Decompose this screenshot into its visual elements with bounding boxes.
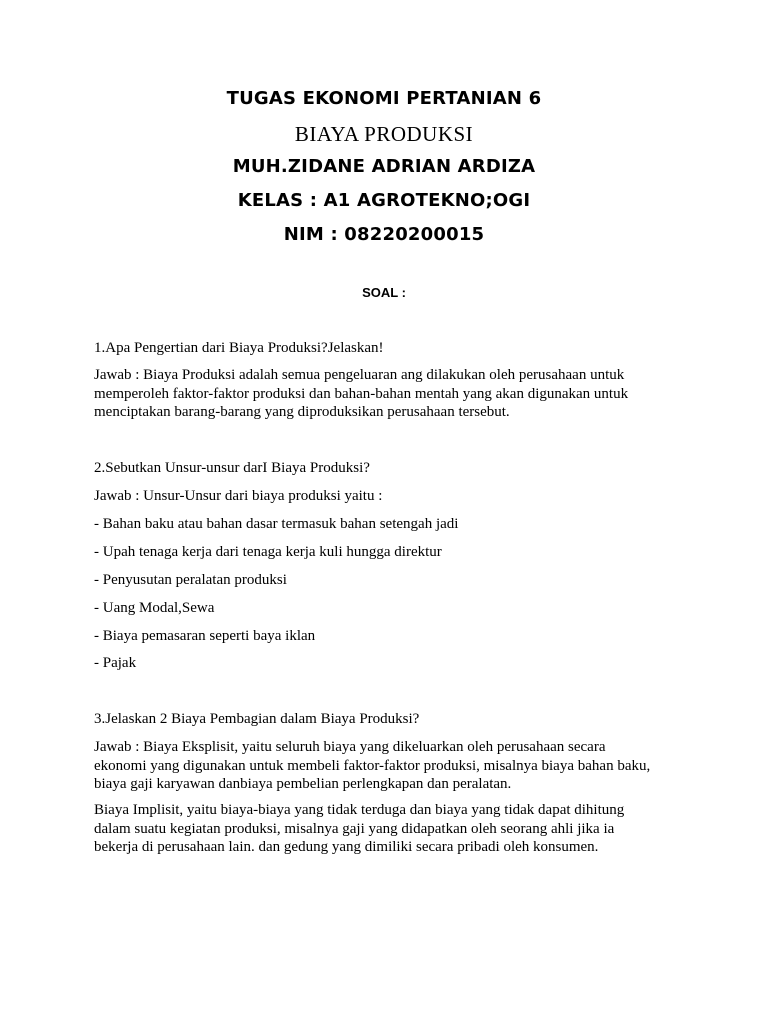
question-2: 2.Sebutkan Unsur-unsur darI Biaya Produksi? (94, 460, 370, 476)
list-item: - Penyusutan peralatan produksi (94, 572, 287, 588)
answer-3-line: Biaya Implisit, yaitu biaya-biaya yang tidak terduga dan biaya yang tidak dapat dihitung (94, 802, 625, 818)
question-1: 1.Apa Pengertian dari Biaya Produksi?Jelaskan! (94, 340, 384, 356)
student-name: MUH.ZIDANE ADRIAN ARDIZA (232, 156, 536, 177)
answer-3-eksplisit (94, 738, 684, 794)
answer-3-line: dalam suatu kegiatan produksi, misalnya gaji yang didapatkan oleh seorang ahli jika ia (94, 820, 615, 837)
document-title: TUGAS EKONOMI PERTANIAN 6 (226, 88, 542, 109)
document-subtitle: BIAYA PRODUKSI (294, 122, 474, 146)
answer-1-line: Jawab : Biaya Produksi adalah semua pengeluaran ang dilakukan oleh perusahaan untuk (94, 367, 625, 383)
list-item: - Bahan baku atau bahan dasar termasuk bahan setengah jadi (94, 516, 459, 532)
list-item: - Pajak (94, 655, 137, 671)
student-nim: NIM : 08220200015 (283, 224, 485, 245)
answer-3-line: ekonomi yang digunakan untuk membeli faktor-faktor produksi, misalnya biaya bahan baku, (94, 757, 651, 774)
answer-1 (94, 366, 684, 422)
question-3: 3.Jelaskan 2 Biaya Pembagian dalam Biaya Produksi? (94, 711, 420, 727)
list-item: - Uang Modal,Sewa (94, 600, 215, 616)
student-class: KELAS : A1 AGROTEKNO;OGI (237, 190, 531, 211)
list-item: - Biaya pemasaran seperti baya iklan (94, 628, 316, 644)
answer-3-line: Jawab : Biaya Eksplisit, yaitu seluruh biaya yang dikeluarkan oleh perusahaan secara (94, 739, 606, 755)
answer-3-line: biaya gaji karyawan danbiaya pembelian perlengkapan dan peralatan. (94, 776, 512, 793)
answer-3-implisit (94, 801, 684, 857)
answer-3-line: bekerja di perusahaan lain. dan gedung yang dimiliki secara pribadi oleh konsumen. (94, 839, 599, 856)
answer-1-line: memperoleh faktor-faktor produksi dan bahan-bahan mentah yang akan digunakan untuk (94, 385, 629, 402)
answer-1-line: menciptakan barang-barang yang diproduksikan perusahaan tersebut. (94, 404, 510, 421)
soal-label: SOAL : (362, 285, 406, 300)
answer-2-intro: Jawab : Unsur-Unsur dari biaya produksi yaitu : (94, 488, 383, 504)
list-item: - Upah tenaga kerja dari tenaga kerja kuli hungga direktur (94, 544, 442, 560)
